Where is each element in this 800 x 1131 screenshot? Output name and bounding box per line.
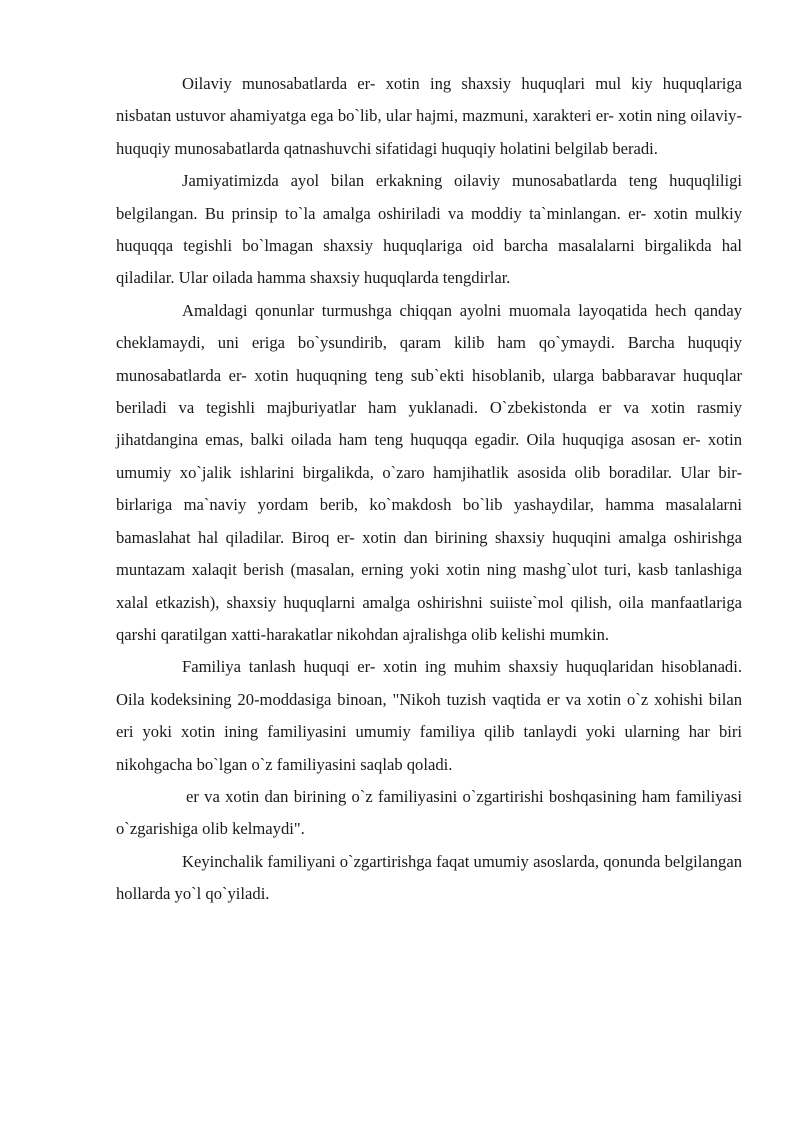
- paragraph-later-change: Keyinchalik familiyani o`zgartirishga faqat umumiy asoslarda, qonunda belgilangan hollarda yo`l qo`yiladi.: [116, 851, 742, 904]
- paragraph-personal-rights: Oilaviy munosabatlarda er- xotin ing shaxsiy huquqlari mul kiy huquqlariga nisbatan ustuvor ahamiyatga ega bo`lib, ular hajmi, mazmuni, xarakteri er- xotin ning oilaviy-huquqiy munosabatlarda qatnashuvchi sifatidagi huquqiy holatini belgilab beradi.: [116, 74, 742, 158]
- paragraph-current-laws: Amaldagi qonunlar turmushga chiqqan ayolni muomala layoqatida hech qanday cheklamaydi, uni eriga bo`ysundirib, qaram kilib ham qo`ymaydi. Barcha huquqiy munosabatlarda er- xotin huquqning teng sub`ekti hisoblanib, ularga babbaravar huquqlar beriladi va tegishli majburiyatlar ham yuklanadi. O`zbekistonda er va xotin rasmiy jihatdangina emas, balki oilada ham teng huquqqa egadir. Oila huquqiga asosan er- xotin umumiy xo`jalik ishlarini birgalikda, o`zaro hamjihatlik asosida olib boradilar. Ular bir-birlariga ma`naviy yordam berib, ko`makdosh bo`lib yashaydilar, hamma masalalarni bamaslahat hal qiladilar. Biroq er- xotin dan birining shaxsiy huquqini amalga oshirishga muntazam xalaqit berish (masalan, erning yoki xotin ning mashg`ulot turi, kasb tanlashiga xalal etkazish), shaxsiy huquqlarni amalga oshirishni suiiste`mol qilish, oila manfaatlariga qarshi qaratilgan xatti-harakatlar nikohdan ajralishga olib kelishi mumkin.: [116, 300, 742, 644]
- paragraph-surname-choice: Familiya tanlash huquqi er- xotin ing muhim shaxsiy huquqlaridan hisoblanadi. Oila kodeksining 20-moddasiga binoan, "Nikoh tuzish vaqtida er va xotin o`z xohishi bilan eri yoki xotin ining familiyasini umumiy familiya qilib tanlaydi yoki ularning har biri nikohgacha bo`lgan o`z familiyasini saqlab qoladi.: [116, 657, 742, 774]
- paragraph-surname-change: er va xotin dan birining o`z familiyasini o`zgartirishi boshqasining ham familiyasi o`zgarishiga olib kelmaydi".: [116, 786, 742, 839]
- document-page: [116, 68, 742, 911]
- paragraph-equality: Jamiyatimizda ayol bilan erkakning oilaviy munosabatlarda teng huquqliligi belgilangan. Bu prinsip to`la amalga oshiriladi va moddiy ta`minlangan. er- xotin mulkiy huquqqa tegishli bo`lmagan shaxsiy huquqlariga oid barcha masalalarni birgalikda hal qiladilar. Ular oilada hamma shaxsiy huquqlarda tengdirlar.: [116, 171, 742, 288]
